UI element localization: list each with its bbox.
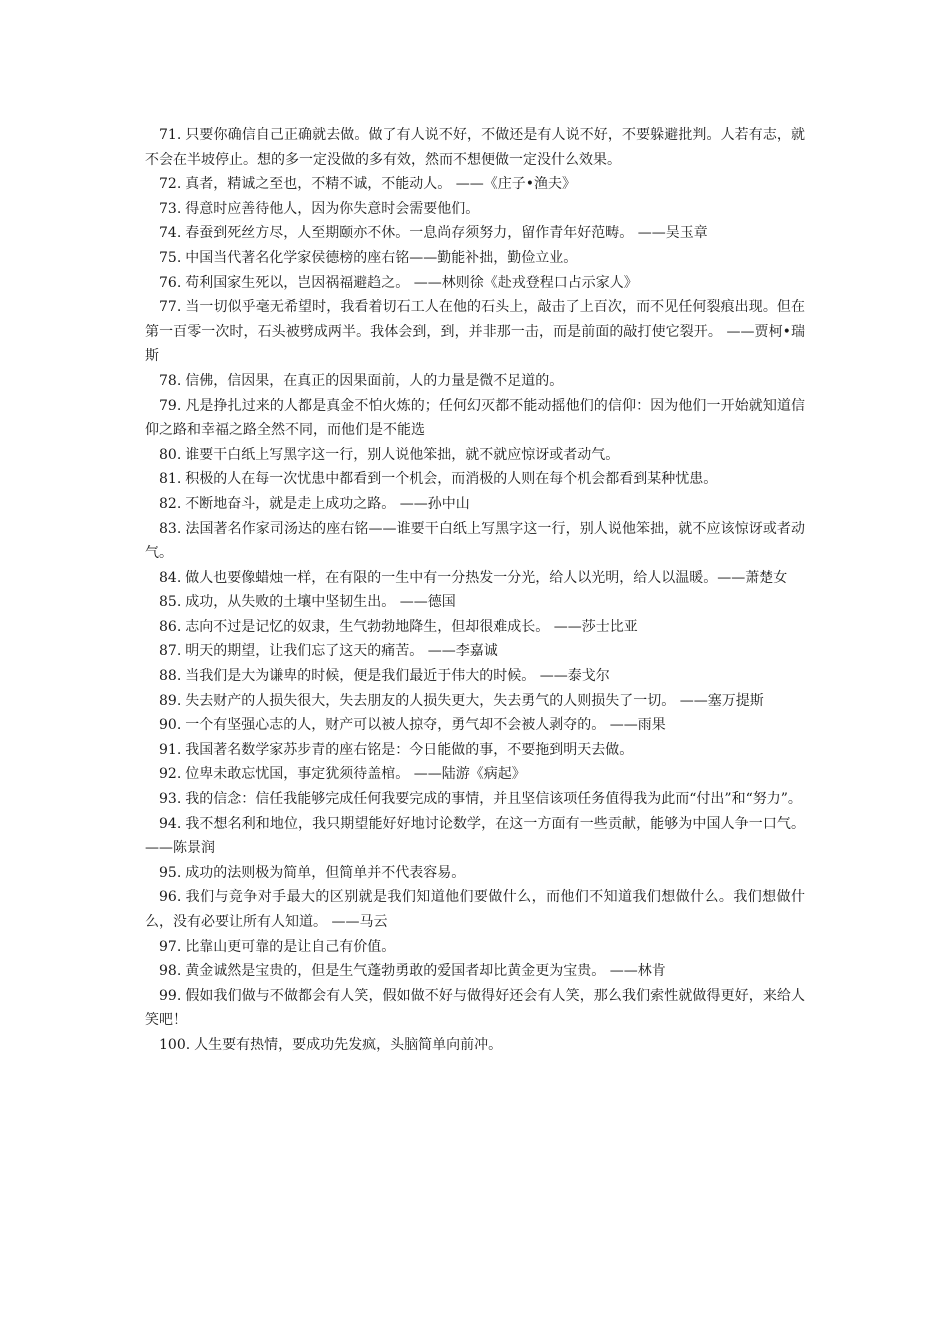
quote-item	[145, 295, 805, 369]
quote-text: 我们与竞争对手最大的区别就是我们知道他们要做什么，而他们不知道我们想做什么。我们想做什么，没有必要让所有人知道。 ——马云	[145, 889, 805, 930]
quote-text: 苟利国家生死以，岂因祸福避趋之。 ——林则徐《赴戎登程口占示家人》	[185, 274, 638, 291]
quote-text: 积极的人在每一次忧患中都看到一个机会，而消极的人则在每个机会都看到某种忧患。	[185, 471, 718, 488]
quote-number: 76.	[159, 274, 182, 291]
quote-text: 人生要有热情，要成功先发疯，头脑简单向前冲。	[194, 1036, 503, 1053]
quote-text: 中国当代著名化学家侯德榜的座右铭——勤能补拙，勤俭立业。	[185, 249, 578, 266]
quote-text: 成功的法则极为简单，但简单并不代表容易。	[185, 864, 466, 881]
quote-number: 96.	[159, 889, 182, 906]
quote-text: 得意时应善待他人，因为你失意时会需要他们。	[185, 200, 480, 217]
quote-item	[145, 787, 805, 812]
quote-item	[145, 590, 805, 615]
document-page	[145, 123, 805, 1058]
quote-number: 99.	[159, 987, 182, 1004]
quote-item	[145, 566, 805, 591]
quote-item	[145, 935, 805, 960]
quote-item	[145, 492, 805, 517]
quote-text: 谁要干白纸上写黑字这一行，别人说他笨拙，就不就应惊讶或者动气。	[185, 446, 620, 463]
quote-number: 82.	[159, 495, 182, 512]
quote-text: 黄金诚然是宝贵的，但是生气蓬勃勇敢的爱国者却比黄金更为宝贵。 ——林肯	[185, 963, 666, 980]
quote-item	[145, 885, 805, 934]
quote-text: 春蚕到死丝方尽，人至期颐亦不休。一息尚存须努力，留作青年好范畴。 ——吴玉章	[185, 225, 708, 242]
quote-text: 只要你确信自己正确就去做。做了有人说不好，不做还是有人说不好，不要躲避批判。人若有志，就不会在半坡停止。想的多一定没做的多有效，然而不想便做一定没什么效果。	[145, 127, 805, 168]
quote-text: 比靠山更可靠的是让自己有价值。	[185, 938, 396, 955]
quote-item	[145, 639, 805, 664]
quote-item	[145, 1033, 805, 1058]
quote-number: 98.	[159, 963, 182, 980]
quote-text: 一个有坚强心志的人，财产可以被人掠夺，勇气却不会被人剥夺的。 ——雨果	[185, 717, 666, 734]
quote-number: 75.	[159, 249, 182, 266]
quote-item	[145, 812, 805, 861]
quote-item	[145, 271, 805, 296]
quote-item	[145, 984, 805, 1033]
quote-item	[145, 738, 805, 763]
quote-item	[145, 615, 805, 640]
quote-text: 信佛，信因果，在真正的因果面前，人的力量是微不足道的。	[185, 372, 564, 389]
quote-number: 91.	[159, 741, 182, 758]
quote-number: 97.	[159, 938, 182, 955]
quote-item	[145, 467, 805, 492]
quote-item	[145, 762, 805, 787]
quote-number: 79.	[159, 397, 182, 414]
quote-number: 73.	[159, 200, 182, 217]
quote-text: 法国著名作家司汤达的座右铭——谁要干白纸上写黑字这一行，别人说他笨拙，就不应该惊讶或者动气。	[145, 520, 805, 562]
quote-text: 不断地奋斗，就是走上成功之路。 ——孙中山	[185, 495, 470, 512]
quote-item	[145, 517, 805, 566]
quote-item	[145, 369, 805, 394]
quote-text: 成功，从失败的土壤中坚韧生出。 ——德国	[185, 594, 456, 611]
quote-text: 凡是挣扎过来的人都是真金不怕火炼的；任何幻灭都不能动摇他们的信仰：因为他们一开始就知道信仰之路和幸福之路全然不同，而他们是不能选	[145, 397, 805, 439]
quote-number: 74.	[159, 225, 182, 242]
quote-number: 78.	[159, 372, 182, 389]
quote-item	[145, 713, 805, 738]
quote-item	[145, 197, 805, 222]
quote-number: 77.	[159, 299, 182, 316]
quote-item	[145, 861, 805, 886]
quote-number: 92.	[159, 766, 182, 783]
quote-number: 86.	[159, 618, 182, 635]
quote-item	[145, 246, 805, 271]
quote-number: 71.	[159, 127, 182, 143]
quote-number: 100.	[159, 1036, 191, 1053]
quote-item	[145, 221, 805, 246]
quote-item	[145, 664, 805, 689]
quote-text: 真者，精诚之至也，不精不诚，不能动人。 ——《庄子•渔夫》	[185, 176, 576, 193]
quote-item	[145, 959, 805, 984]
quote-number: 83.	[159, 520, 182, 537]
quote-text: 我不想名利和地位，我只期望能好好地讨论数学，在这一方面有一些贡献，能够为中国人争一口气。 ——陈景润	[145, 815, 805, 857]
quote-text: 做人也要像蜡烛一样，在有限的一生中有一分热发一分光，给人以光明，给人以温暖。——萧楚女	[185, 569, 788, 586]
quote-text: 我国著名数学家苏步青的座右铭是：今日能做的事，不要拖到明天去做。	[185, 741, 634, 758]
quote-number: 89.	[159, 692, 182, 709]
quote-number: 87.	[159, 643, 182, 660]
quote-number: 72.	[159, 176, 182, 193]
quote-text: 当我们是大为谦卑的时候，便是我们最近于伟大的时候。 ——泰戈尔	[185, 668, 610, 685]
quote-text: 明天的期望，让我们忘了这天的痛苦。 ——李嘉诚	[185, 643, 498, 660]
quote-item	[145, 123, 805, 172]
quote-item	[145, 394, 805, 443]
quote-number: 80.	[159, 446, 182, 463]
quote-text: 失去财产的人损失很大，失去朋友的人损失更大，失去勇气的人则损失了一切。 ——塞万提斯	[185, 692, 764, 709]
quote-number: 93.	[159, 791, 182, 808]
quote-number: 88.	[159, 668, 182, 685]
quote-number: 81.	[159, 471, 182, 488]
quote-text: 我的信念：信任我能够完成任何我要完成的事情，并且坚信该项任务值得我为此而“付出”和“努力”。	[185, 791, 802, 808]
quote-number: 95.	[159, 864, 182, 881]
quote-text: 假如我们做与不做都会有人笑，假如做不好与做得好还会有人笑，那么我们索性就做得更好，来给人笑吧！	[145, 987, 805, 1029]
quote-item	[145, 689, 805, 714]
quote-number: 94.	[159, 815, 182, 832]
quote-number: 90.	[159, 717, 182, 734]
quote-number: 85.	[159, 594, 182, 611]
quote-text: 当一切似乎毫无希望时，我看着切石工人在他的石头上，敲击了上百次，而不见任何裂痕出现。但在第一百零一次时，石头被劈成两半。我体会到，到，并非那一击，而是前面的敲打使它裂开。 ——贾柯•瑞斯	[145, 299, 805, 365]
quote-text: 志向不过是记忆的奴隶，生气勃勃地降生，但却很难成长。 ——莎士比亚	[185, 618, 638, 635]
quote-text: 位卑未敢忘忧国，事定犹须待盖棺。 ——陆游《病起》	[185, 766, 526, 783]
quote-item	[145, 443, 805, 468]
quote-item	[145, 172, 805, 197]
quote-number: 84.	[159, 569, 182, 586]
